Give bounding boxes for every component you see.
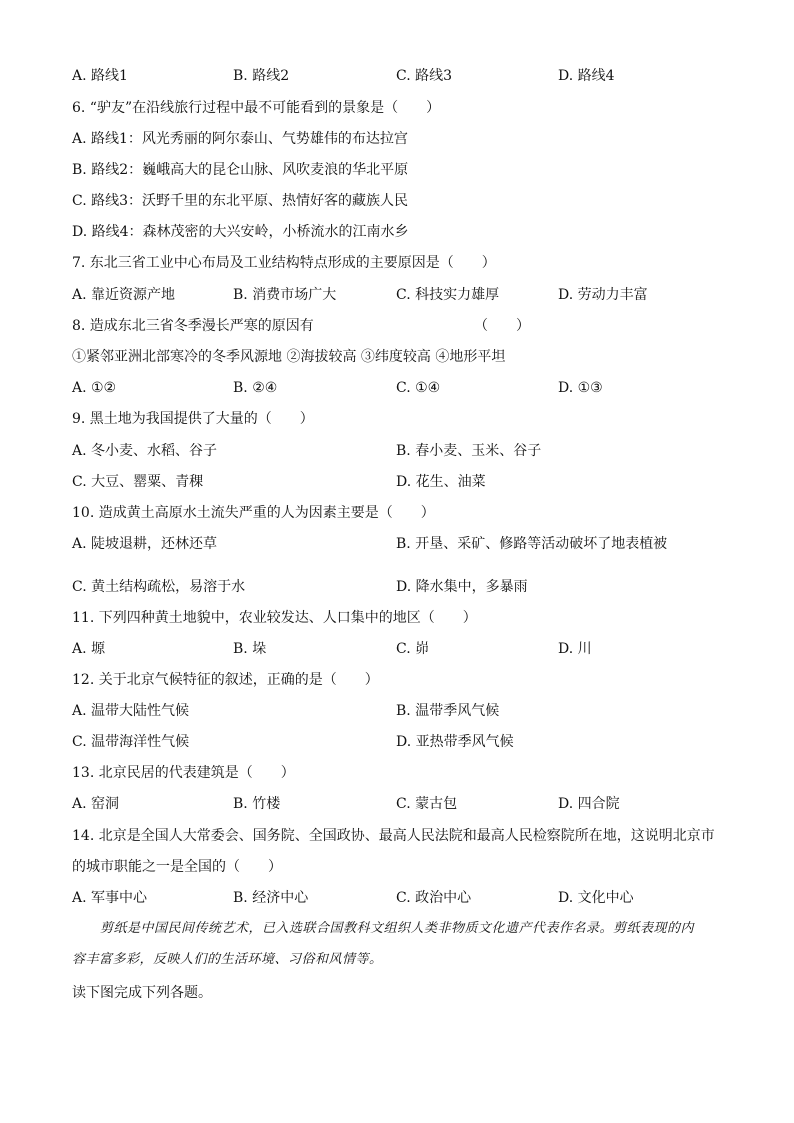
q7-option-c[interactable]: C. 科技实力雄厚 — [396, 287, 500, 303]
passage-line2: 容丰富多彩，反映人们的生活环境、习俗和风情等。 — [72, 952, 383, 967]
q10-option-b[interactable]: B. 开垦、采矿、修路等活动破坏了地表植被 — [396, 536, 668, 552]
q9-option-c[interactable]: C. 大豆、罂粟、青稞 — [72, 474, 204, 490]
q12-options-row2 — [72, 732, 732, 752]
q12-options-row1 — [72, 701, 732, 721]
q6-option-a[interactable]: A. 路线1：风光秀丽的阿尔泰山、气势雄伟的布达拉宫 — [72, 131, 408, 147]
q5-option-b[interactable]: B. 路线2 — [233, 68, 290, 84]
q11-option-d[interactable]: D. 川 — [558, 641, 592, 657]
q6-option-b[interactable]: B. 路线2：巍峨高大的昆仑山脉、风吹麦浪的华北平原 — [72, 162, 409, 178]
q10-options-row2 — [72, 577, 732, 597]
q5-option-c[interactable]: C. 路线3 — [396, 68, 453, 84]
q5-option-d[interactable]: D. 路线4 — [558, 68, 615, 84]
q13-option-d[interactable]: D. 四合院 — [558, 796, 620, 812]
q10-option-a[interactable]: A. 陡坡退耕，还林还草 — [72, 536, 218, 552]
q7-options — [72, 285, 732, 305]
q12-option-a[interactable]: A. 温带大陆性气候 — [72, 703, 190, 719]
q11-options — [72, 639, 732, 659]
q9-option-b[interactable]: B. 春小麦、玉米、谷子 — [396, 443, 542, 459]
q13-stem: 13. 北京民居的代表建筑是（ ） — [72, 765, 295, 781]
q14-option-a[interactable]: A. 军事中心 — [72, 890, 148, 906]
q9-options-row2 — [72, 472, 732, 492]
q13-option-c[interactable]: C. 蒙古包 — [396, 796, 458, 812]
q8-items: ①紧邻亚洲北部寒冷的冬季风源地 ②海拔较高 ③纬度较高 ④地形平坦 — [72, 349, 506, 365]
q8-option-a[interactable]: A. ①② — [72, 380, 117, 396]
passage-line1: 剪纸是中国民间传统艺术，已入选联合国教科文组织人类非物质文化遗产代表作名录。剪纸表现的内 — [100, 921, 695, 936]
q9-option-a[interactable]: A. 冬小麦、水稻、谷子 — [72, 443, 218, 459]
q13-option-a[interactable]: A. 窑洞 — [72, 796, 120, 812]
q8-option-b[interactable]: B. ②④ — [233, 380, 278, 396]
q8-option-c[interactable]: C. ①④ — [396, 380, 441, 396]
q9-stem: 9. 黑土地为我国提供了大量的（ ） — [72, 411, 314, 427]
q8-options — [72, 378, 732, 398]
q11-option-b[interactable]: B. 垛 — [233, 641, 267, 657]
q12-option-b[interactable]: B. 温带季风气候 — [396, 703, 500, 719]
q11-option-c[interactable]: C. 峁 — [396, 641, 430, 657]
q13-options — [72, 794, 732, 814]
q6-stem: 6. “驴友”在沿线旅行过程中最不可能看到的景象是（ ） — [72, 100, 441, 116]
q12-stem: 12. 关于北京气候特征的叙述，正确的是（ ） — [72, 672, 379, 688]
q9-options-row1 — [72, 441, 732, 461]
q14-stem-line2: 的城市职能之一是全国的（ ） — [72, 859, 282, 875]
q11-stem: 11. 下列四种黄土地貌中，农业较发达、人口集中的地区（ ） — [72, 610, 477, 626]
q14-option-c[interactable]: C. 政治中心 — [396, 890, 472, 906]
q10-option-d[interactable]: D. 降水集中，多暴雨 — [396, 579, 528, 595]
q14-option-d[interactable]: D. 文化中心 — [558, 890, 634, 906]
q5-options — [72, 66, 732, 86]
q8-stem: 8. 造成东北三省冬季漫长严寒的原因有 — [72, 318, 314, 334]
instruction-text: 读下图完成下列各题。 — [72, 985, 212, 1001]
q8-answer-bracket: （ ） — [474, 318, 530, 334]
q10-options-row1 — [72, 534, 732, 554]
q7-option-a[interactable]: A. 靠近资源产地 — [72, 287, 176, 303]
q11-option-a[interactable]: A. 塬 — [72, 641, 106, 657]
q7-option-b[interactable]: B. 消费市场广大 — [233, 287, 337, 303]
q10-option-c[interactable]: C. 黄土结构疏松，易溶于水 — [72, 579, 246, 595]
q12-option-c[interactable]: C. 温带海洋性气候 — [72, 734, 190, 750]
q10-stem: 10. 造成黄土高原水土流失严重的人为因素主要是（ ） — [72, 505, 435, 521]
q13-option-b[interactable]: B. 竹楼 — [233, 796, 281, 812]
q9-option-d[interactable]: D. 花生、油菜 — [396, 474, 486, 490]
q14-options — [72, 888, 732, 908]
q6-option-d[interactable]: D. 路线4：森林茂密的大兴安岭，小桥流水的江南水乡 — [72, 224, 409, 240]
q7-stem: 7. 东北三省工业中心布局及工业结构特点形成的主要原因是（ ） — [72, 255, 496, 271]
q8-option-d[interactable]: D. ①③ — [558, 380, 603, 396]
q7-option-d[interactable]: D. 劳动力丰富 — [558, 287, 648, 303]
q14-stem-line1: 14. 北京是全国人大常委会、国务院、全国政协、最高人民法院和最高人民检察院所在地，这说明北京市 — [72, 828, 715, 844]
q5-option-a[interactable]: A. 路线1 — [72, 68, 128, 84]
q14-option-b[interactable]: B. 经济中心 — [233, 890, 309, 906]
q6-option-c[interactable]: C. 路线3：沃野千里的东北平原、热情好客的藏族人民 — [72, 193, 409, 209]
q12-option-d[interactable]: D. 亚热带季风气候 — [396, 734, 514, 750]
